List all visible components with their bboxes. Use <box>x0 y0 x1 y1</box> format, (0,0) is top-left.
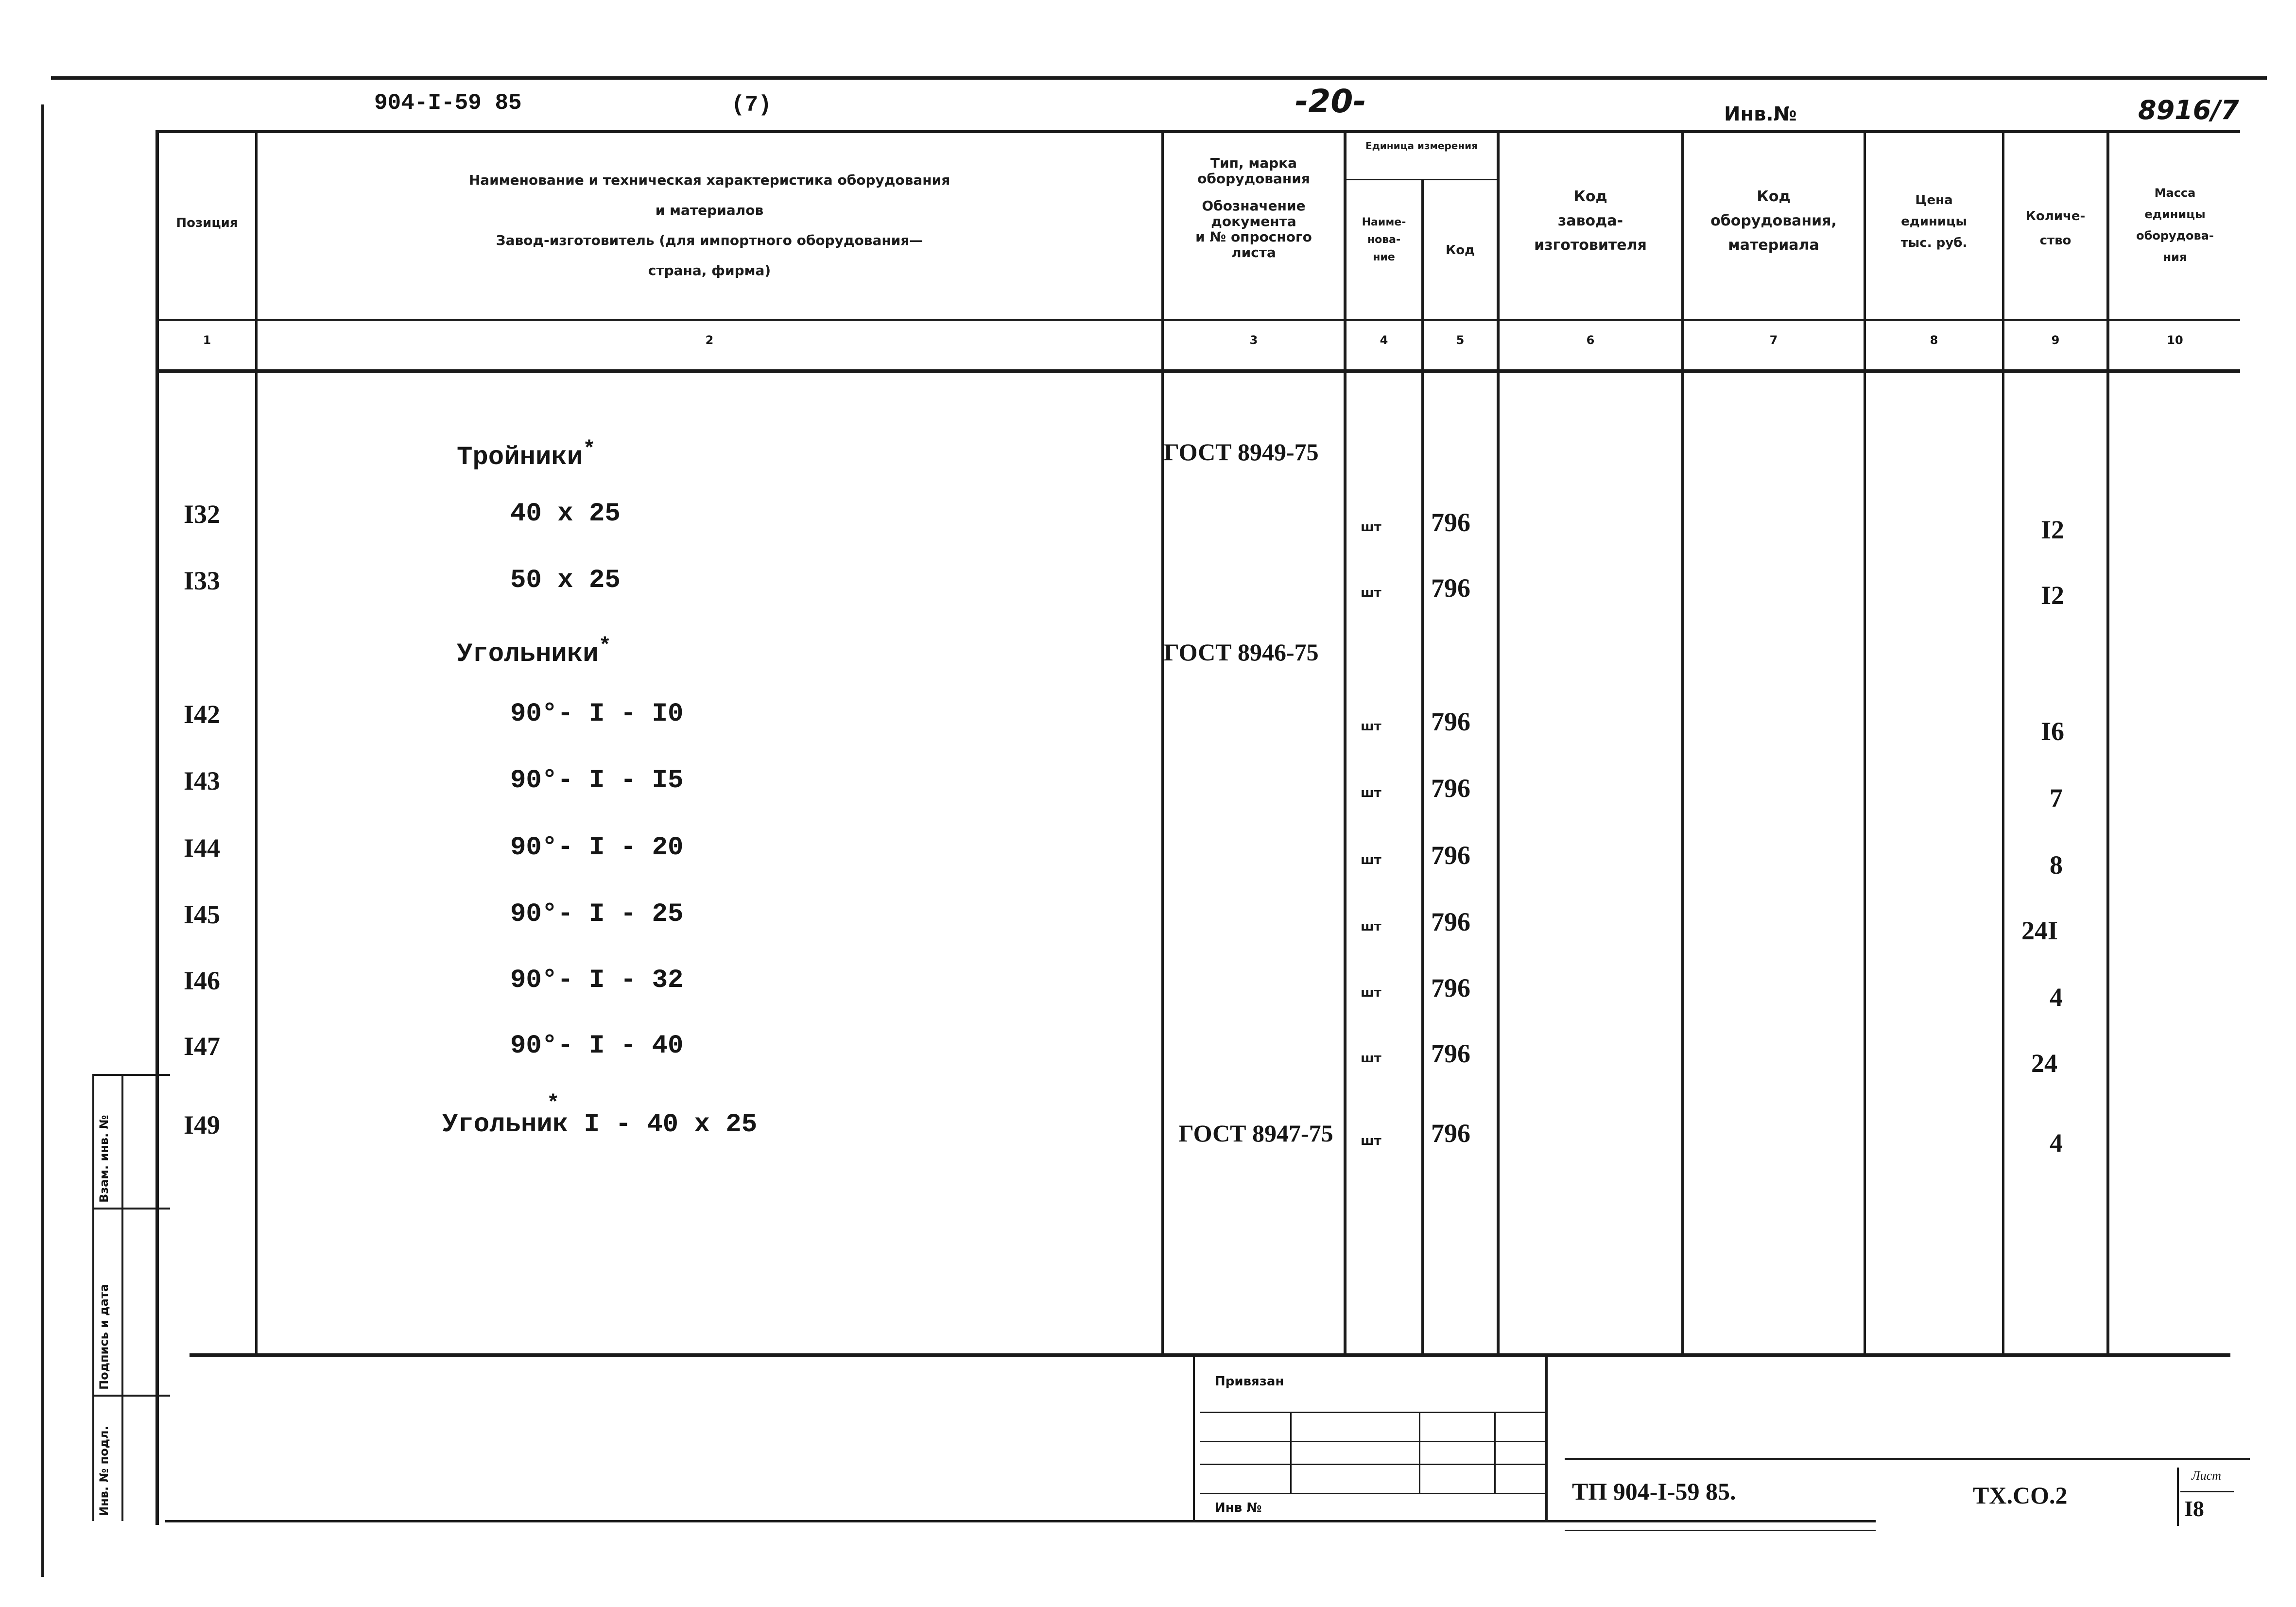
stamp-divider-2 <box>92 1395 170 1397</box>
header-col4-line3: ние <box>1373 251 1395 263</box>
header-col3-line6: листа <box>1231 244 1276 260</box>
header-col3-line3: Обозначение <box>1202 198 1306 214</box>
row-position: I43 <box>184 766 221 795</box>
header-col3-gap <box>1164 187 1344 198</box>
header-col7-line3: материала <box>1728 237 1819 254</box>
row-name: 90°- I - 40 <box>510 1031 684 1061</box>
col-sep-8 <box>2002 130 2004 1357</box>
row-code: 796 <box>1431 508 1470 537</box>
row-quantity: I6 <box>2041 717 2065 746</box>
row-quantity: 8 <box>2050 850 2063 880</box>
row-quantity: 24 <box>2031 1049 2057 1078</box>
col-sep-7 <box>1864 130 1866 1357</box>
row-unit: шт <box>1361 520 1381 535</box>
footer-grid-col-3 <box>1494 1412 1496 1494</box>
col-number-8: 8 <box>1930 333 1938 347</box>
row-position: I42 <box>184 700 221 729</box>
row-name-text: Угольники <box>457 639 599 669</box>
header-col3-line4: документа <box>1211 213 1296 229</box>
footer-grid-line-4 <box>1200 1493 1545 1494</box>
row-unit: шт <box>1361 853 1381 867</box>
row-code: 796 <box>1431 573 1470 603</box>
row-code: 796 <box>1431 841 1470 870</box>
header-col8-line2: единицы <box>1901 214 1967 229</box>
asterisk-mark: * <box>583 437 596 462</box>
header-col3-line5: и № опросного <box>1195 229 1312 245</box>
row-doc: ГОСТ 8949-75 <box>1164 438 1319 466</box>
stamp-top-line <box>92 1074 170 1076</box>
header-col2-line2: и материалов <box>655 202 764 218</box>
stamp-inv-podl: Инв. № подл. <box>97 1426 111 1516</box>
row-name <box>457 632 611 669</box>
row-quantity: 4 <box>2050 1128 2063 1158</box>
row-name: 90°- I - I0 <box>510 699 684 729</box>
header-col6-line1: Код <box>1573 188 1607 205</box>
row-name: 90°- I - 25 <box>510 899 684 929</box>
stamp-column-middle <box>121 1074 123 1521</box>
row-name: 40 x 25 <box>510 499 621 529</box>
row-name: 90°- I - 20 <box>510 833 684 863</box>
header-col7-line2: оборудования, <box>1710 212 1837 229</box>
asterisk-mark: * <box>547 1091 560 1116</box>
left-edge-line <box>41 104 44 1577</box>
asterisk-mark: * <box>598 634 612 658</box>
footer-inv-no: Инв № <box>1215 1501 1262 1515</box>
header-unit-group <box>1347 140 1497 152</box>
col-number-6: 6 <box>1586 333 1595 347</box>
col-sep-1 <box>255 130 258 1357</box>
row-name: 90°- I - I5 <box>510 766 684 795</box>
footer-under-line <box>1565 1530 1876 1531</box>
header-col8-line1: Цена <box>1915 193 1953 207</box>
footer-title-line <box>1565 1458 2250 1460</box>
row-code: 796 <box>1431 774 1470 803</box>
col-number-2: 2 <box>705 333 714 347</box>
row-name <box>457 435 596 472</box>
footer-block-left <box>1193 1357 1195 1522</box>
header-col9-line1: Количе- <box>2025 209 2086 224</box>
header-col2 <box>258 165 1161 286</box>
row-unit: шт <box>1361 1051 1381 1066</box>
header-col4-line2: нова- <box>1367 234 1401 246</box>
header-bottom-line <box>155 319 2240 321</box>
header-col2-line1: Наименование и техническая характеристика оборудования <box>468 172 950 188</box>
row-quantity: 7 <box>2050 783 2063 812</box>
header-col9-line2: ство <box>2039 233 2072 248</box>
footer-grid-line-3 <box>1200 1464 1545 1465</box>
inv-label: Инв.№ <box>1724 103 1797 125</box>
table-bottom-line <box>190 1353 2230 1357</box>
header-col7 <box>1684 185 1864 258</box>
col-number-10: 10 <box>2167 333 2183 347</box>
footer-grid-col-2 <box>1419 1412 1420 1494</box>
header-col5 <box>1424 241 1497 259</box>
footer-sheet-code: TX.CO.2 <box>1973 1482 2068 1509</box>
table-top-border <box>155 130 2240 133</box>
row-unit: шт <box>1361 1134 1381 1148</box>
footer-list-separator <box>2177 1468 2179 1526</box>
row-quantity: I2 <box>2041 581 2065 610</box>
inv-number: 8916/7 <box>2138 95 2239 125</box>
row-position: I49 <box>184 1110 221 1140</box>
col-number-3: 3 <box>1249 333 1258 347</box>
header-col2-line4: страна, фирма) <box>648 262 771 278</box>
row-position: I46 <box>184 966 221 995</box>
header-col6-line3: изготовителя <box>1534 237 1647 254</box>
header-col8 <box>1866 190 2002 254</box>
row-quantity: I2 <box>2041 515 2065 544</box>
header-col6-line2: завода- <box>1557 212 1623 229</box>
col-number-9: 9 <box>2051 333 2060 347</box>
stamp-vzam: Взам. инв. № <box>97 1115 111 1203</box>
row-name-text: Тройники <box>457 443 583 472</box>
header-col3 <box>1164 156 1344 260</box>
stamp-podpis: Подпись и дата <box>97 1284 111 1390</box>
header-col4-line1: Наиме- <box>1362 216 1406 228</box>
header-col8-line3: тыс. руб. <box>1900 236 1968 250</box>
header-col1-text: Позиция <box>176 216 238 230</box>
header-col10-line3: оборудова- <box>2136 229 2214 242</box>
row-unit: шт <box>1361 786 1381 800</box>
row-name <box>442 1091 758 1140</box>
footer-privyazan: Привязан <box>1215 1374 1284 1389</box>
header-col10-line4: ния <box>2163 250 2187 264</box>
row-quantity: 4 <box>2050 983 2063 1012</box>
col-sep-4 <box>1421 180 1424 1357</box>
header-col7-line1: Код <box>1757 188 1791 205</box>
row-unit: шт <box>1361 985 1381 1000</box>
header-col5-text: Код <box>1445 243 1475 258</box>
footer-list-number: I8 <box>2184 1496 2204 1521</box>
col-sep-2 <box>1161 130 1164 1357</box>
footer-grid-line-1 <box>1200 1412 1545 1413</box>
header-col3-line2: оборудования <box>1197 171 1310 187</box>
row-doc: ГОСТ 8947-75 <box>1178 1120 1333 1147</box>
row-name-text: Угольник I - 40 x 25 <box>442 1110 758 1140</box>
header-col2-line3: Завод-изготовитель (для импортного оборудования— <box>496 232 923 248</box>
footer-tp-code: ТП 904-I-59 85. <box>1572 1478 1736 1505</box>
header-col10-line1: Масса <box>2154 186 2196 200</box>
header-col10-line2: единицы <box>2144 207 2206 221</box>
row-code: 796 <box>1431 907 1470 936</box>
table-left-border <box>155 130 159 1525</box>
col-number-7: 7 <box>1769 333 1778 347</box>
row-doc: ГОСТ 8946-75 <box>1164 639 1319 666</box>
col-sep-3 <box>1344 130 1347 1357</box>
footer-block-right <box>1545 1357 1548 1522</box>
page-number: -20- <box>1295 83 1366 120</box>
header-unit-group-text: Единица измерения <box>1365 140 1478 152</box>
row-position: I44 <box>184 833 221 863</box>
column-numbers-bottom-line <box>155 369 2240 373</box>
footer-list-label: Лист <box>2192 1469 2221 1483</box>
row-position: I47 <box>184 1032 221 1061</box>
stamp-column-left <box>92 1074 94 1521</box>
col-sep-6 <box>1681 130 1684 1357</box>
unit-group-line <box>1347 179 1497 180</box>
footer-list-divider <box>2180 1491 2234 1492</box>
row-quantity: 24I <box>2021 916 2058 945</box>
col-number-4: 4 <box>1380 333 1388 347</box>
doc-code: 904-I-59 85 <box>374 90 522 116</box>
row-code: 796 <box>1431 1119 1470 1148</box>
row-code: 796 <box>1431 973 1470 1002</box>
footer-grid-line-2 <box>1200 1441 1545 1442</box>
top-border-line <box>51 76 2267 80</box>
header-col4 <box>1347 214 1421 266</box>
row-unit: шт <box>1361 586 1381 600</box>
paren-number: (7) <box>731 92 772 118</box>
stamp-divider-1 <box>92 1208 170 1210</box>
footer-grid-col-1 <box>1290 1412 1292 1494</box>
row-unit: шт <box>1361 719 1381 734</box>
row-name: 50 x 25 <box>510 566 621 595</box>
row-code: 796 <box>1431 707 1470 736</box>
row-position: I32 <box>184 500 221 529</box>
col-sep-9 <box>2106 130 2109 1357</box>
row-name: 90°- I - 32 <box>510 966 684 995</box>
header-col1 <box>159 214 255 232</box>
header-col9 <box>2004 204 2106 253</box>
col-number-5: 5 <box>1456 333 1465 347</box>
row-code: 796 <box>1431 1039 1470 1068</box>
footer-bottom-line <box>165 1520 1876 1522</box>
header-col6 <box>1500 185 1681 258</box>
row-position: I45 <box>184 900 221 929</box>
col-sep-5 <box>1497 130 1500 1357</box>
header-col3-line1: Тип, марка <box>1210 155 1297 171</box>
col-number-1: 1 <box>203 333 211 347</box>
row-position: I33 <box>184 566 221 595</box>
header-col10 <box>2109 182 2241 268</box>
row-unit: шт <box>1361 919 1381 934</box>
